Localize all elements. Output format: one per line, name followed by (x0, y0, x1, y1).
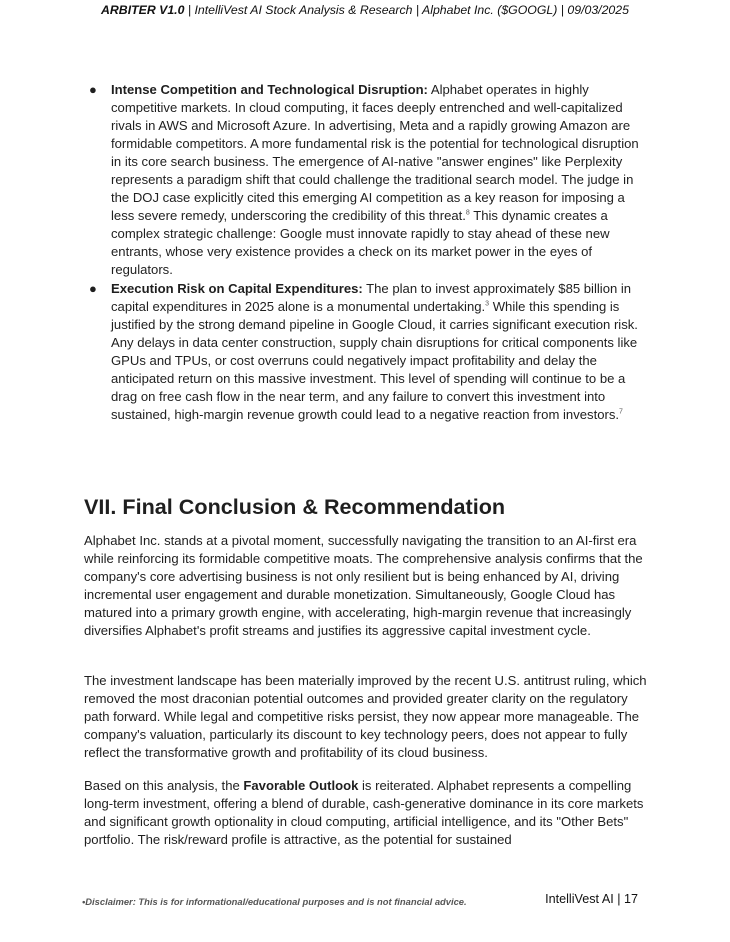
bullet-icon: ● (89, 82, 97, 97)
conclusion-paragraph-3 (84, 777, 649, 850)
footer-page-number: IntelliVest AI | 17 (545, 892, 638, 906)
risk-item-capex (84, 280, 649, 424)
bullet-icon: ● (89, 280, 97, 296)
risk-title: Intense Competition and Technological Disruption: (111, 82, 428, 97)
risk-text: The plan to invest approximately $85 billion in capital expenditures in 2025 alone is a monumental undertaking. (111, 280, 632, 314)
header-details: | IntelliVest AI Stock Analysis & Research | Alphabet Inc. ($GOOGL) | 09/03/2025 (184, 3, 629, 17)
risk-title: Execution Risk on Capital Expenditures: (111, 280, 363, 296)
risk-text: Alphabet operates in highly competitive markets. In cloud computing, it faces deeply entrenched and well-capitalized rivals in AWS and Microsoft Azure. In advertising, Meta and a rapidly growing Amazon are formidable competitors. A more fundamental risk is the potential for technological disruption in its core search business. The emergence of AI-native "answer engines" like Perplexity represents a paradigm shift that could challenge the traditional search model. The judge in the DOJ case explicitly cited this emerging AI competition as a key reason for imposing a less severe remedy, underscoring the credibility of this threat. (111, 82, 639, 224)
footnote-ref[interactable]: 3 (485, 300, 490, 308)
footer-disclaimer: •Disclaimer: This is for informational/educational purposes and is not financial advice. (82, 896, 467, 907)
risk-text: This dynamic creates a complex strategic challenge: Google must innovate rapidly to stay ahead of these new entrants, whose very existence provides a check on its market power in the eyes of regulators. (111, 208, 610, 278)
paragraph-lead: Based on this analysis, the (84, 778, 244, 793)
risk-list (84, 81, 649, 424)
header-brand: ARBITER V1.0 (101, 3, 185, 17)
paragraph-rest: is reiterated. Alphabet represents a compelling long-term investment, offering a blend of durable, cash-generative dominance in its core markets and significant growth optionality in cloud computing, artificial intelligence, and its "Other Bets" portfolio. The risk/reward profile is attractive, as the potential for sustained (84, 778, 644, 848)
footnote-ref[interactable]: 8 (465, 209, 470, 217)
risk-text: While this spending is justified by the strong demand pipeline in Google Cloud, it carries significant execution risk. Any delays in data center construction, supply chain disruptions for critical components like GPUs and TPUs, or cost overruns could negatively impact profitability and delay the anticipated return on this massive investment. This level of spending will continue to be a drag on free cash flow in the near term, and any failure to convert this investment into sustained, high-margin revenue growth could lead to a negative reaction from investors. (111, 298, 638, 422)
conclusion-paragraph-1: Alphabet Inc. stands at a pivotal moment, successfully navigating the transition to an AI-first era while reinforcing its formidable competitive moats. The comprehensive analysis confirms that the company's core advertising business is not only resilient but is being enhanced by AI, driving incremental user engagement and durable monetization. Simultaneously, Google Cloud has matured into a primary growth engine, with accelerating, high-margin revenue that increasingly diversifies Alphabet's profit streams and justifies its aggressive capital investment cycle. (84, 533, 643, 639)
risk-item-competition (84, 81, 649, 280)
section-heading: VII. Final Conclusion & Recommendation (84, 494, 506, 519)
running-header (0, 3, 730, 17)
outlook-rating: Favorable Outlook (243, 778, 359, 793)
footnote-ref[interactable]: 7 (619, 408, 623, 416)
conclusion-paragraph-2: The investment landscape has been materially improved by the recent U.S. antitrust ruling, which removed the most draconian potential outcomes and provided greater clarity on the regulatory path forward. While legal and competitive risks persist, they now appear more manageable. The company's valuation, particularly its discount to key technology peers, does not appear to fully reflect the transformative growth and profitability of its cloud business. (84, 673, 647, 761)
